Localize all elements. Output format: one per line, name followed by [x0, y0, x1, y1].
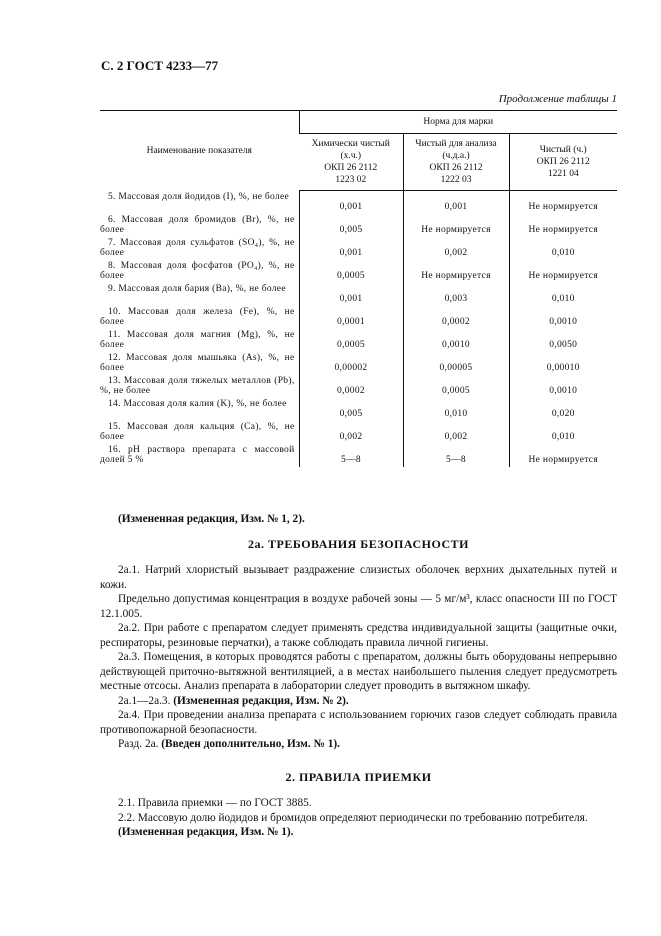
norm-value: 0,0010	[403, 329, 509, 352]
norm-value: 0,0002	[299, 375, 403, 398]
header-line: Химически чистый	[311, 139, 390, 149]
norm-value: 0,010	[509, 421, 617, 444]
header-line: 1221 04	[547, 169, 579, 179]
norm-value: 0,0010	[509, 375, 617, 398]
table-row	[100, 237, 617, 260]
indicator-name: 9. Массовая доля бария (Ba), %, не более	[108, 284, 286, 294]
norm-value: Не нормируется	[509, 444, 617, 467]
norm-value: 0,001	[299, 191, 403, 215]
paragraph: 2.1. Правила приемки — по ГОСТ 3885.	[118, 797, 312, 809]
paragraph	[100, 694, 617, 709]
table-row	[100, 375, 617, 398]
col-group-header: Норма для марки	[299, 111, 617, 134]
col-header-name: Наименование показателя	[100, 111, 299, 191]
norm-value: Не нормируется	[403, 214, 509, 237]
norm-value: 0,005	[299, 398, 403, 421]
col-header-grade	[299, 134, 403, 191]
norm-value: 0,010	[509, 283, 617, 306]
header-line: 1223 02	[335, 175, 367, 185]
document-body	[100, 512, 617, 840]
page-header: С. 2 ГОСТ 4233—77	[101, 58, 219, 73]
table-row	[100, 398, 617, 421]
section-title: 2а. ТРЕБОВАНИЯ БЕЗОПАСНОСТИ	[248, 536, 469, 551]
norms-table	[100, 110, 617, 467]
header-line: ОКП 26 2112	[324, 163, 378, 173]
norm-value: 0,0005	[299, 260, 403, 283]
indicator-name: 6. Массовая доля бромидов (Br), %, не более	[100, 215, 295, 235]
paragraph	[100, 737, 617, 752]
norm-value: Не нормируется	[509, 214, 617, 237]
norm-value: 0,003	[403, 283, 509, 306]
table-row	[100, 260, 617, 283]
header-line: (ч.д.а.)	[442, 151, 470, 161]
paragraph: 2а.4. При проведении анализа препарата с использованием горючих газов следует соблюдать правила противопожарной безопасности.	[100, 709, 617, 736]
norm-value: 0,0002	[403, 306, 509, 329]
norm-value: 0,00005	[403, 352, 509, 375]
indicator-name: 5. Массовая доля йодидов (I), %, не более	[108, 191, 290, 202]
norm-value: 0,001	[403, 191, 509, 215]
table-row	[100, 191, 617, 215]
paragraph: 2а.2. При работе с препаратом следует применять средства индивидуальной защиты (защитные очки, респираторы, резиновые перчатки), а также соблюдать правила личной гигиены.	[100, 622, 617, 649]
table-row	[100, 421, 617, 444]
indicator-name: 16. pH раствора препарата с массовой долей 5 %	[100, 445, 295, 465]
norm-value: 0,002	[403, 237, 509, 260]
header-line: ОКП 26 2112	[429, 163, 483, 173]
col-header-grade	[509, 134, 617, 191]
amendment-note: (Измененная редакция, Изм. № 1).	[118, 826, 294, 838]
header-line: Чистый (ч.)	[539, 145, 587, 155]
header-line: (х.ч.)	[340, 151, 362, 161]
indicator-name: 13. Массовая доля тяжелых металлов (Pb), %, не более	[100, 376, 295, 396]
norm-value: Не нормируется	[509, 191, 617, 215]
norm-value: Не нормируется	[403, 260, 509, 283]
indicator-name: 11. Массовая доля магния (Mg), %, не более	[100, 330, 295, 350]
indicator-name: 10. Массовая доля железа (Fe), %, не более	[100, 307, 295, 327]
amendment-note: (Введен дополнительно, Изм. № 1).	[161, 738, 340, 750]
ref: 2а.1—2а.3.	[118, 694, 171, 707]
indicator-name: 14. Массовая доля калия (K), %, не более	[108, 399, 287, 409]
table-continuation-label: Продолжение таблицы 1	[498, 93, 617, 105]
norm-value: 0,00010	[509, 352, 617, 375]
indicator-name: 8. Массовая доля фосфатов (PO₄), %, не более	[100, 261, 295, 281]
paragraph: 2а.1. Натрий хлористый вызывает раздражение слизистых оболочек верхних дыхательных путей и кожи.	[100, 564, 617, 591]
norm-value: 0,010	[403, 398, 509, 421]
norm-value: 0,0005	[299, 329, 403, 352]
norm-value: 0,010	[509, 237, 617, 260]
norm-value: 0,001	[299, 237, 403, 260]
table-row	[100, 306, 617, 329]
table-row	[100, 283, 617, 306]
table-row	[100, 444, 617, 467]
paragraph: 2.2. Массовую долю йодидов и бромидов определяют периодически по требованию потребителя.	[118, 811, 588, 824]
norm-value: 0,002	[299, 421, 403, 444]
norm-value: 5—8	[403, 444, 509, 467]
header-line: 1222 03	[440, 175, 472, 185]
norm-value: 0,00002	[299, 352, 403, 375]
ref: Разд. 2а.	[118, 738, 159, 750]
table-row	[100, 214, 617, 237]
header-line: ОКП 26 2112	[536, 157, 590, 167]
norm-value: 0,0001	[299, 306, 403, 329]
norm-value: Не нормируется	[509, 260, 617, 283]
norm-value: 0,0010	[509, 306, 617, 329]
section-title: 2. ПРАВИЛА ПРИЕМКИ	[285, 769, 432, 784]
norm-value: 5—8	[299, 444, 403, 467]
table-row	[100, 329, 617, 352]
col-header-grade	[403, 134, 509, 191]
indicator-name: 7. Массовая доля сульфатов (SO₄), %, не более	[100, 238, 295, 258]
paragraph: Предельно допустимая концентрация в воздухе рабочей зоны — 5 мг/м³, класс опасности III по ГОСТ 12.1.005.	[100, 593, 617, 620]
norm-value: 0,005	[299, 214, 403, 237]
norm-value: 0,001	[299, 283, 403, 306]
norm-value: 0,0005	[403, 375, 509, 398]
norm-value: 0,020	[509, 398, 617, 421]
header-line: Чистый для анализа	[415, 139, 497, 149]
amendment-note: (Измененная редакция, Изм. № 1, 2).	[118, 513, 305, 525]
paragraph: 2а.3. Помещения, в которых проводятся работы с препаратом, должны быть оборудованы непрерывно действующей приточно-вытяжной вентиляцией, а в местах наибольшего пыления следует предусмотреть местные отсосы. Анализ препарата в лаборатории следует проводить в вытяжном шкафу.	[100, 651, 617, 692]
norm-value: 0,0050	[509, 329, 617, 352]
indicator-name: 15. Массовая доля кальция (Ca), %, не более	[100, 422, 295, 442]
norm-value: 0,002	[403, 421, 509, 444]
indicator-name: 12. Массовая доля мышьяка (As), %, не более	[100, 353, 295, 373]
amendment-note: (Измененная редакция, Изм. № 2).	[173, 694, 349, 707]
table-row	[100, 352, 617, 375]
